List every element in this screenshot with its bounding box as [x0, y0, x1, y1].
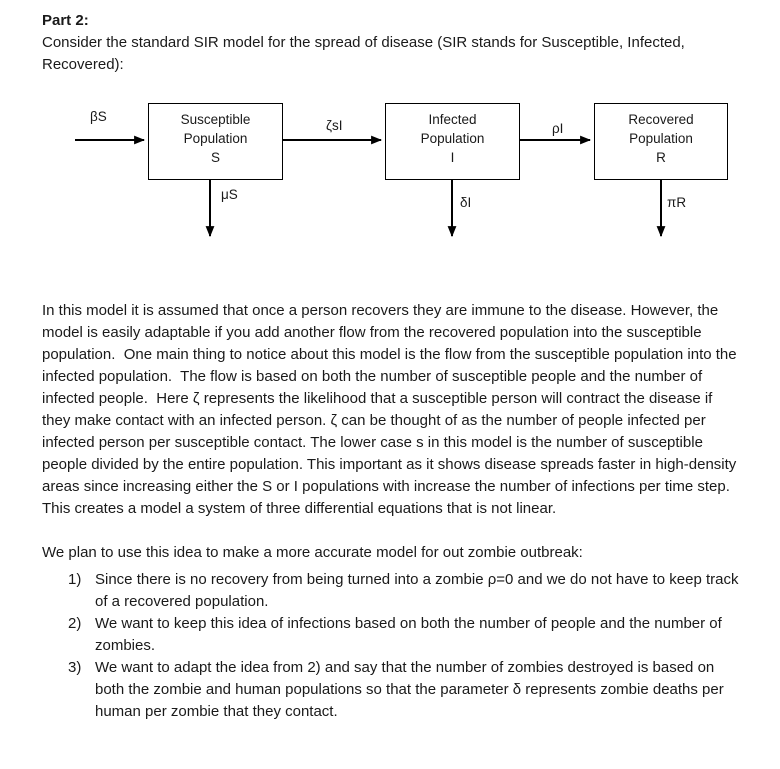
box-line: Population — [629, 131, 693, 146]
box-infected-population — [385, 103, 520, 180]
box-line: Population — [183, 131, 248, 146]
plan-list — [0, 569, 780, 723]
list-item — [68, 569, 742, 613]
flow-label-zeta-si: ζsI — [326, 118, 343, 133]
model-explanation-paragraph: In this model it is assumed that once a person recovers they are immune to the disease. However, the model is easily adaptable if you add another flow from the recovered population into the susceptible population. One main thing to notice about this model is the flow from the susceptible population into the infected population. The flow is based on both the number of susceptible people and the number of infected people. Here ζ represents the likelihood that a susceptible person will contract the disease if they make contact with an infected person. ζ can be thought of as the number of people infected per infected person per susceptible contact. The lower case s in this model is the number of susceptible people divided by the entire population. This important as it shows disease spreads faster in high-density areas since increasing either the S or I populations with increase the number of infections per time step. This creates a model a system of three differential equations that is not linear. — [42, 302, 741, 517]
box-line: Population — [420, 131, 485, 146]
plan-intro-paragraph: We plan to use this idea to make a more accurate model for out zombie outbreak: — [42, 544, 583, 561]
down-label-mu-s: μS — [221, 187, 238, 202]
list-item-text: We want to keep this idea of infections based on both the number of people and the number of zombies. — [95, 615, 722, 654]
down-label-delta-i: δI — [460, 195, 472, 210]
box-line: Susceptible — [180, 112, 251, 127]
list-item-text: We want to adapt the idea from 2) and say that the number of zombies destroyed is based on both the zombie and human populations so that the parameter δ represents zombie deaths per human per zombie that they contact. — [95, 659, 724, 720]
box-line: Recovered — [628, 112, 694, 127]
sir-model-diagram — [0, 95, 780, 245]
box-line: Infected — [428, 112, 477, 127]
input-arrow-label: βS — [90, 109, 107, 124]
list-item — [68, 613, 742, 657]
box-line: S — [210, 150, 220, 165]
box-line: I — [450, 150, 455, 165]
box-susceptible-population — [148, 103, 283, 180]
list-item — [68, 657, 742, 723]
list-item-number: 1) — [68, 571, 82, 588]
intro-paragraph: Consider the standard SIR model for the spread of disease (SIR stands for Susceptible, Infected, Recovered): — [42, 34, 690, 73]
list-item-number: 3) — [68, 659, 82, 676]
box-recovered-population — [594, 103, 728, 180]
list-item-number: 2) — [68, 615, 82, 632]
list-item-text: Since there is no recovery from being turned into a zombie ρ=0 and we do not have to keep track of a recovered population. — [95, 571, 739, 610]
part-title: Part 2: — [42, 12, 89, 29]
down-label-pi-r: πR — [667, 195, 687, 210]
box-line: R — [656, 150, 666, 165]
flow-label-rho-i: ρI — [552, 121, 564, 136]
